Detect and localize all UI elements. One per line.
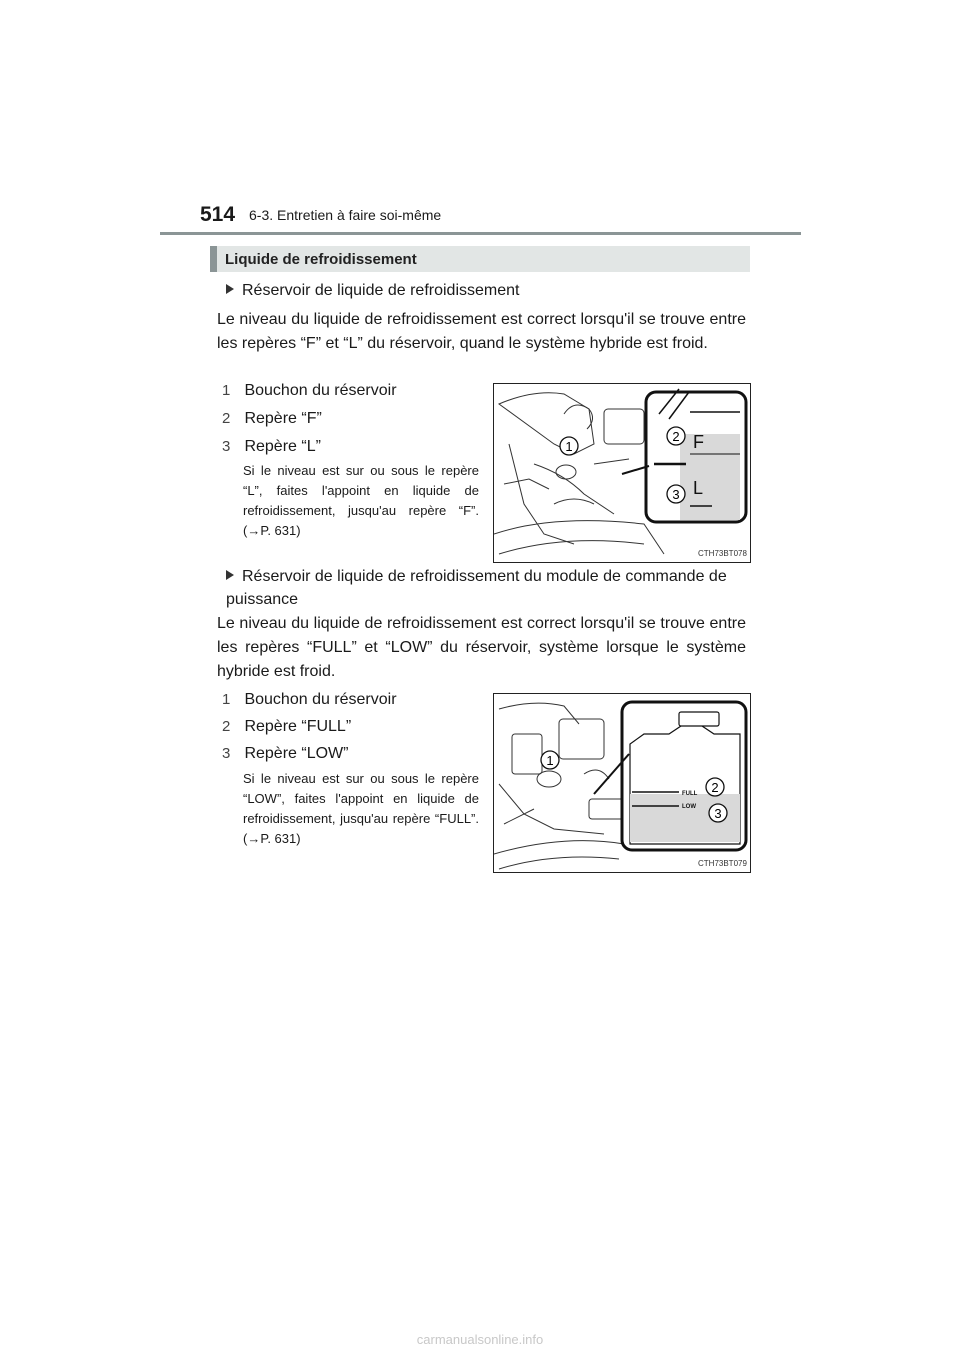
svg-text:3: 3 (714, 806, 722, 821)
item-label: Repère “FULL” (244, 718, 352, 735)
item-number: 1 (222, 691, 231, 708)
item-label: Bouchon du réservoir (244, 691, 397, 708)
item-number: 1 (222, 382, 231, 399)
callout-1 (541, 751, 559, 769)
section-title-accent (210, 246, 217, 272)
svg-text:3: 3 (672, 487, 680, 502)
list-item (222, 409, 322, 429)
svg-text:2: 2 (672, 429, 680, 444)
item-label: Repère “F” (244, 410, 322, 427)
callout-3 (709, 804, 727, 822)
figure-code: CTH73BT078 (698, 549, 747, 558)
item-number: 3 (222, 438, 231, 455)
bullet-text: Réservoir de liquide de refroidissement du module de commande de puissance (226, 568, 727, 608)
section-header: 6-3. Entretien à faire soi-même (249, 207, 442, 223)
note-1: Si le niveau est sur ou sous le repère “L”, faites l'appoint en liquide de refroidissement, jusqu'au repère “F”. (→P. 631) (243, 463, 479, 538)
coolant-reservoir-figure (493, 383, 751, 563)
list-item (222, 381, 397, 401)
section-title: Liquide de refroidissement (225, 251, 417, 268)
triangle-bullet-icon (226, 570, 234, 580)
svg-text:1: 1 (546, 753, 554, 768)
bullet-text: Réservoir de liquide de refroidissement (242, 282, 520, 299)
note-2: Si le niveau est sur ou sous le repère “LOW”, faites l'appoint en liquide de refroidissement, jusqu'au repère “FULL”. (→P. 631) (243, 771, 479, 846)
bullet-heading-2 (226, 565, 746, 611)
callout-3 (667, 485, 685, 503)
paragraph-2: Le niveau du liquide de refroidissement est correct lorsqu'il se trouve entre les repères “FULL” et “LOW” du réservoir, système lorsque le système hybride est froid. (217, 615, 746, 680)
paragraph-1: Le niveau du liquide de refroidissement est correct lorsqu'il se trouve entre les repères “F” et “L” du réservoir, quand le système hybride est froid. (217, 311, 746, 352)
svg-text:1: 1 (565, 439, 573, 454)
callout-2 (667, 427, 685, 445)
list-item (222, 717, 351, 737)
svg-text:2: 2 (711, 780, 719, 795)
mark-l-label: L (693, 478, 704, 498)
item-label: Bouchon du réservoir (244, 382, 397, 399)
item-label: Repère “L” (244, 438, 321, 455)
list-item (222, 437, 321, 457)
item-number: 2 (222, 410, 231, 427)
list-item (222, 744, 348, 764)
list-item (222, 690, 397, 710)
triangle-bullet-icon (226, 284, 234, 294)
mark-f-label: F (693, 432, 704, 452)
figure-code: CTH73BT079 (698, 859, 747, 868)
mark-full-label: FULL (682, 791, 698, 797)
callout-2 (706, 778, 724, 796)
pcu-coolant-reservoir-figure (493, 693, 751, 873)
mark-low-label: LOW (682, 804, 696, 810)
item-label: Repère “LOW” (244, 745, 349, 762)
item-number: 3 (222, 745, 231, 762)
bullet-heading-1 (226, 279, 519, 302)
page-number: 514 (200, 203, 236, 226)
callout-1 (560, 437, 578, 455)
watermark: carmanualsonline.info (416, 1332, 544, 1347)
header-divider (160, 232, 801, 235)
item-number: 2 (222, 718, 231, 735)
